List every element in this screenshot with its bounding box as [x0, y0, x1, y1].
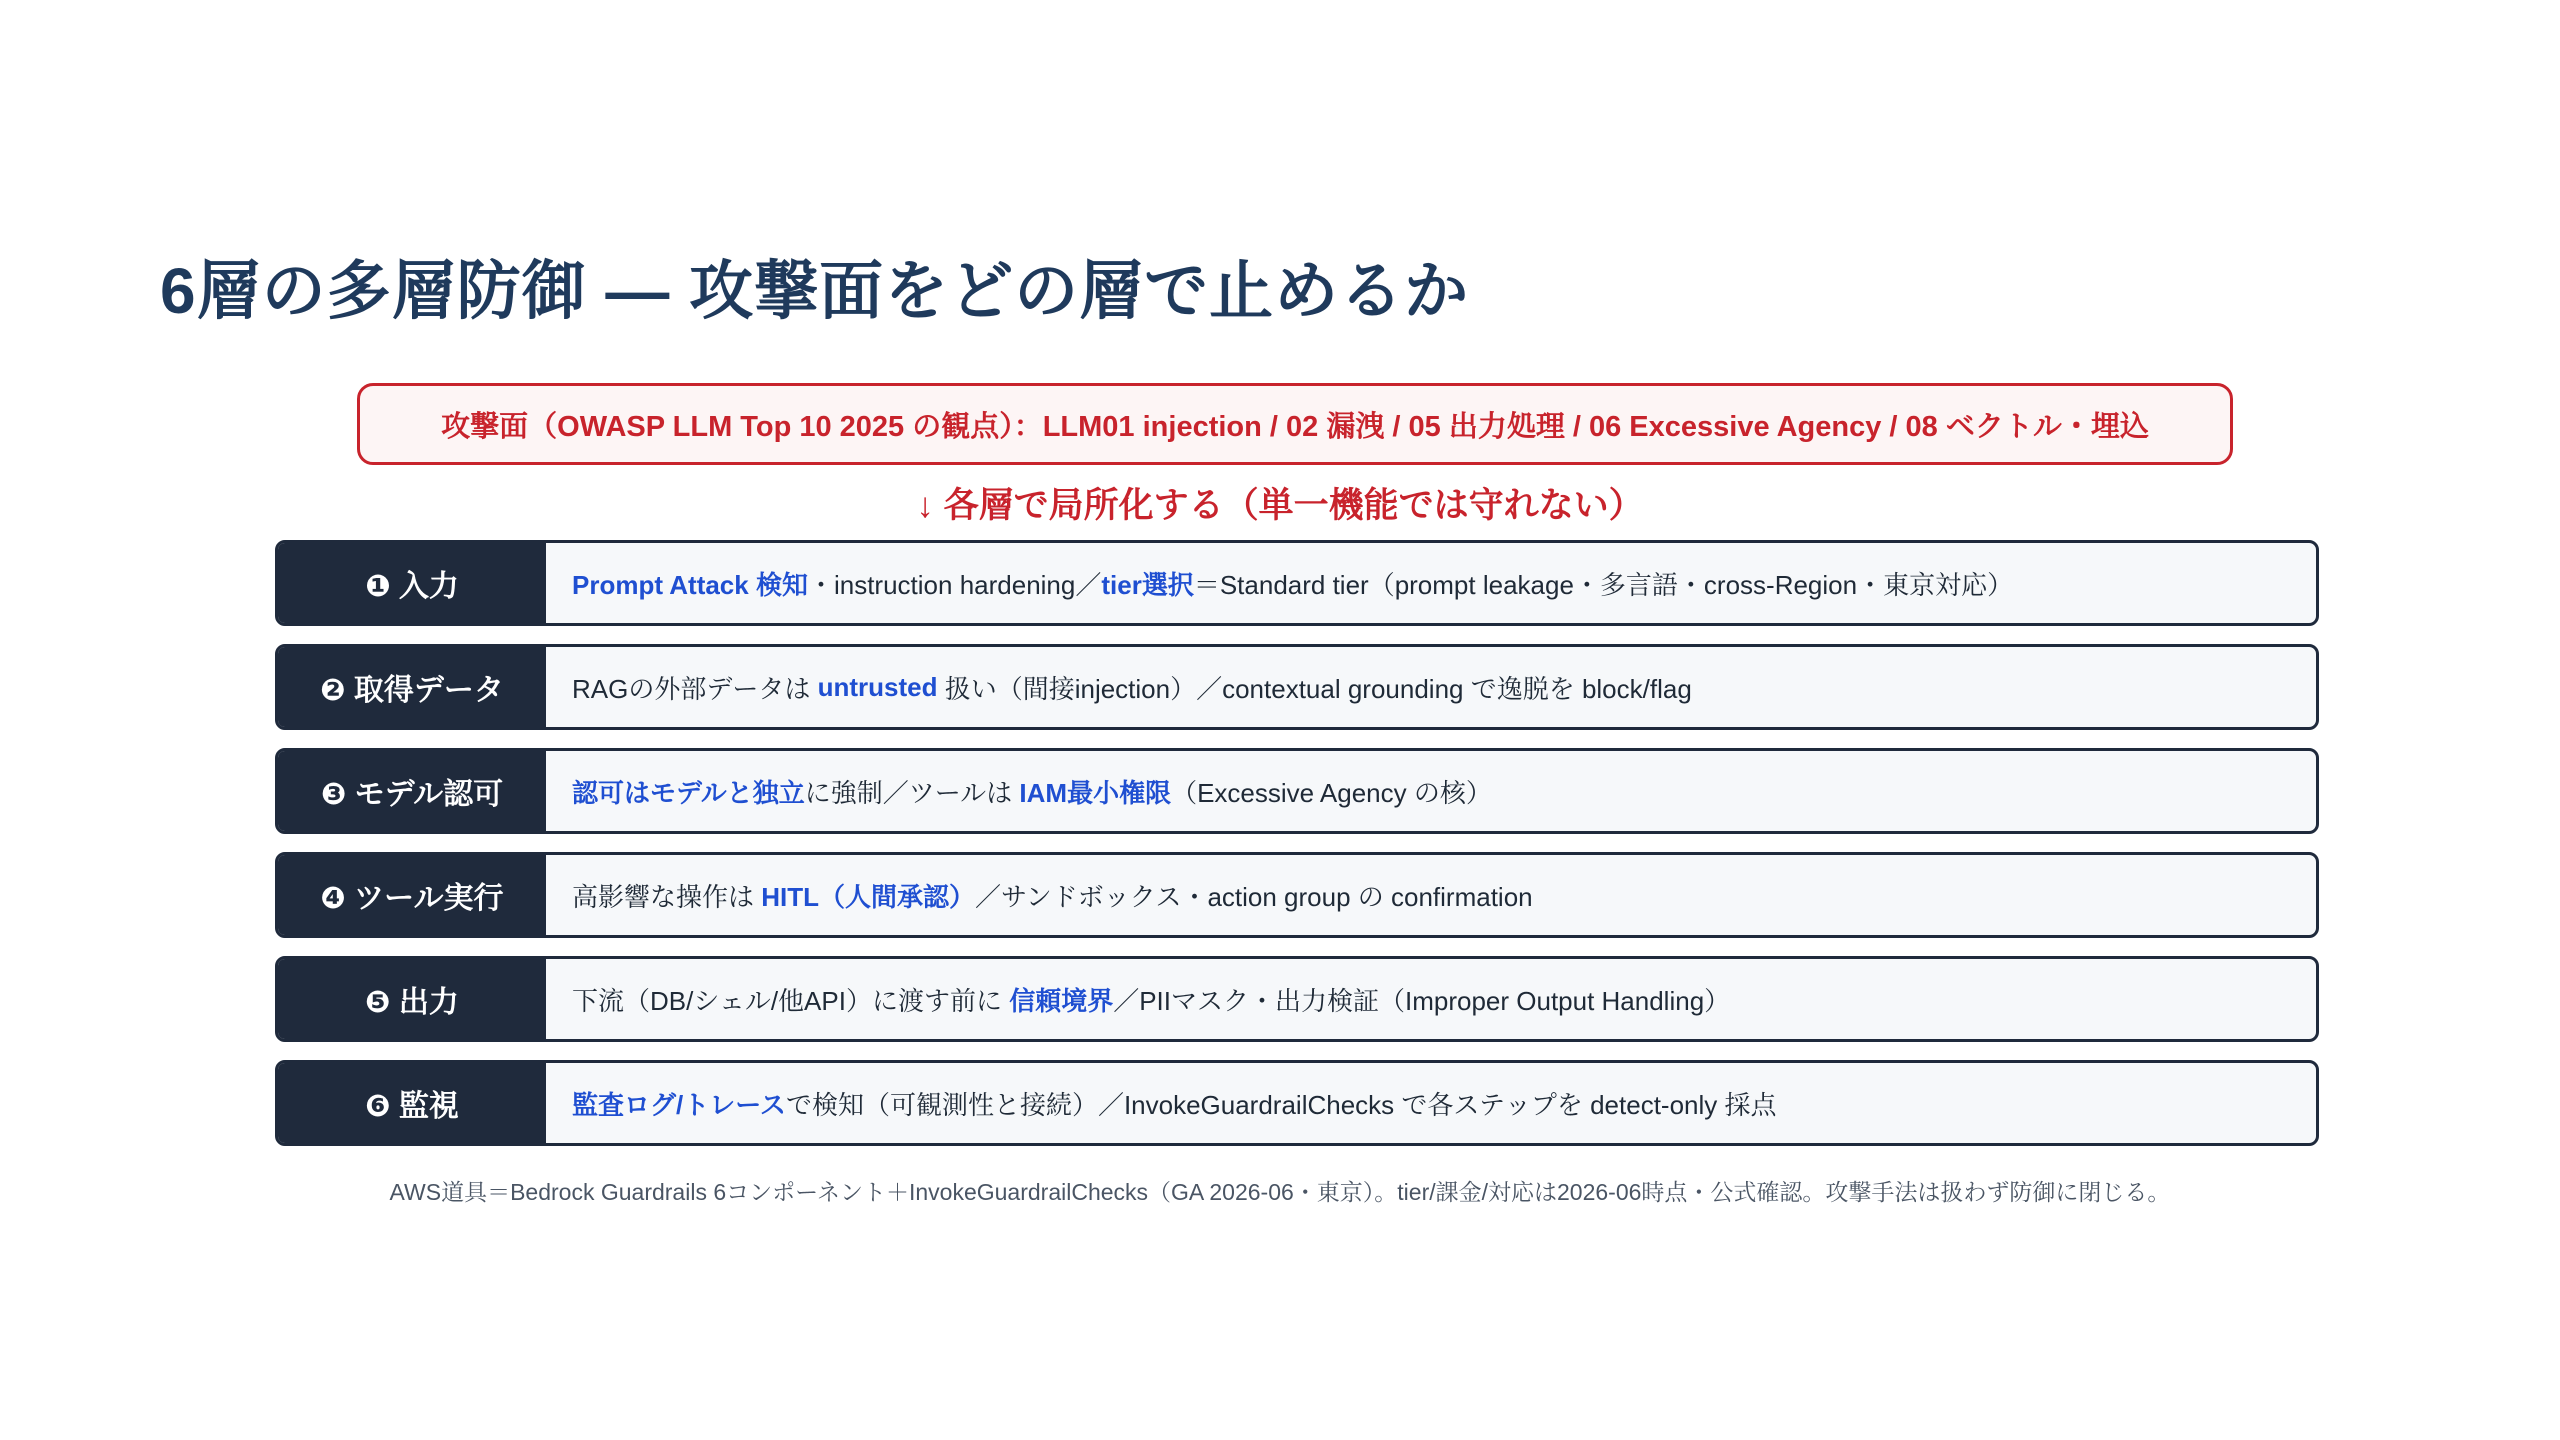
layer-desc-output [546, 959, 2316, 1039]
page-title: 6層の多層防御 — 攻撃面をどの層で止めるか [160, 255, 1470, 327]
desc-segment: 高影響な操作は [572, 881, 755, 912]
attack-surface-text: 攻撃面（OWASP LLM Top 10 2025 の観点）：LLM01 injection / 02 漏洩 / 05 出力処理 / 06 Excessive Agency / 08 ベクトル・埋込 [441, 410, 2149, 443]
layer-desc-retrieved-data [546, 647, 2316, 727]
desc-segment: ・instruction hardening／ [807, 569, 1102, 600]
attack-surface-box [357, 383, 2233, 465]
desc-segment: untrusted [817, 671, 938, 702]
layer-desc-monitoring [546, 1063, 2316, 1143]
desc-segment: tier選択 [1101, 569, 1194, 600]
layer-row [275, 956, 2319, 1042]
desc-segment: Prompt Attack 検知 [572, 569, 808, 600]
layer-row [275, 540, 2319, 626]
desc-segment: 信頼境界 [1009, 985, 1114, 1016]
layer-label-model-authz: ❸ モデル認可 [278, 751, 546, 831]
desc-segment: RAGの外部データは [572, 673, 811, 704]
desc-segment: ／サンドボックス・action group の confirmation [975, 881, 1533, 912]
layer-desc-input [546, 543, 2316, 623]
layer-desc-tool-exec [546, 855, 2316, 935]
layer-row [275, 644, 2319, 730]
desc-segment: で検知（可観測性と接続）／InvokeGuardrailChecks で各ステップを detect-only 採点 [785, 1089, 1777, 1120]
layer-label-retrieved-data: ❷ 取得データ [278, 647, 546, 727]
desc-segment: （Excessive Agency の核） [1171, 777, 1492, 808]
layer-row [275, 748, 2319, 834]
layer-label-monitoring: ❻ 監視 [278, 1063, 546, 1143]
desc-segment: HITL（人間承認） [761, 881, 976, 912]
layer-desc-model-authz [546, 751, 2316, 831]
footnote: AWS道具＝Bedrock Guardrails 6コンポーネント＋InvokeGuardrailChecks（GA 2026-06・東京）。tier/課金/対応は2026-06時点・公式確認。攻撃手法は扱わず防御に閉じる。 [389, 1179, 2171, 1205]
desc-segment: IAM最小権限 [1019, 777, 1172, 808]
desc-segment: ＝Standard tier（prompt leakage・多言語・cross-Region・東京対応） [1193, 569, 2014, 600]
layer-row [275, 1060, 2319, 1146]
layer-row [275, 852, 2319, 938]
layer-label-input: ❶ 入力 [278, 543, 546, 623]
defense-layers [275, 540, 2319, 1164]
desc-segment: 監査ログ/トレース [572, 1089, 786, 1120]
flow-note: ↓ 各層で局所化する（単一機能では守れない） [916, 486, 1644, 525]
layer-label-tool-exec: ❹ ツール実行 [278, 855, 546, 935]
desc-segment: 扱い（間接injection）／contextual grounding で逸脱を block/flag [944, 673, 1692, 704]
desc-segment: に強制／ツールは [804, 777, 1013, 808]
desc-segment: 下流（DB/シェル/他API）に渡す前に [572, 985, 1002, 1016]
desc-segment: 認可はモデルと独立 [572, 777, 805, 808]
layer-label-output: ❺ 出力 [278, 959, 546, 1039]
desc-segment: ／PIIマスク・出力検証（Improper Output Handling） [1113, 985, 1731, 1016]
